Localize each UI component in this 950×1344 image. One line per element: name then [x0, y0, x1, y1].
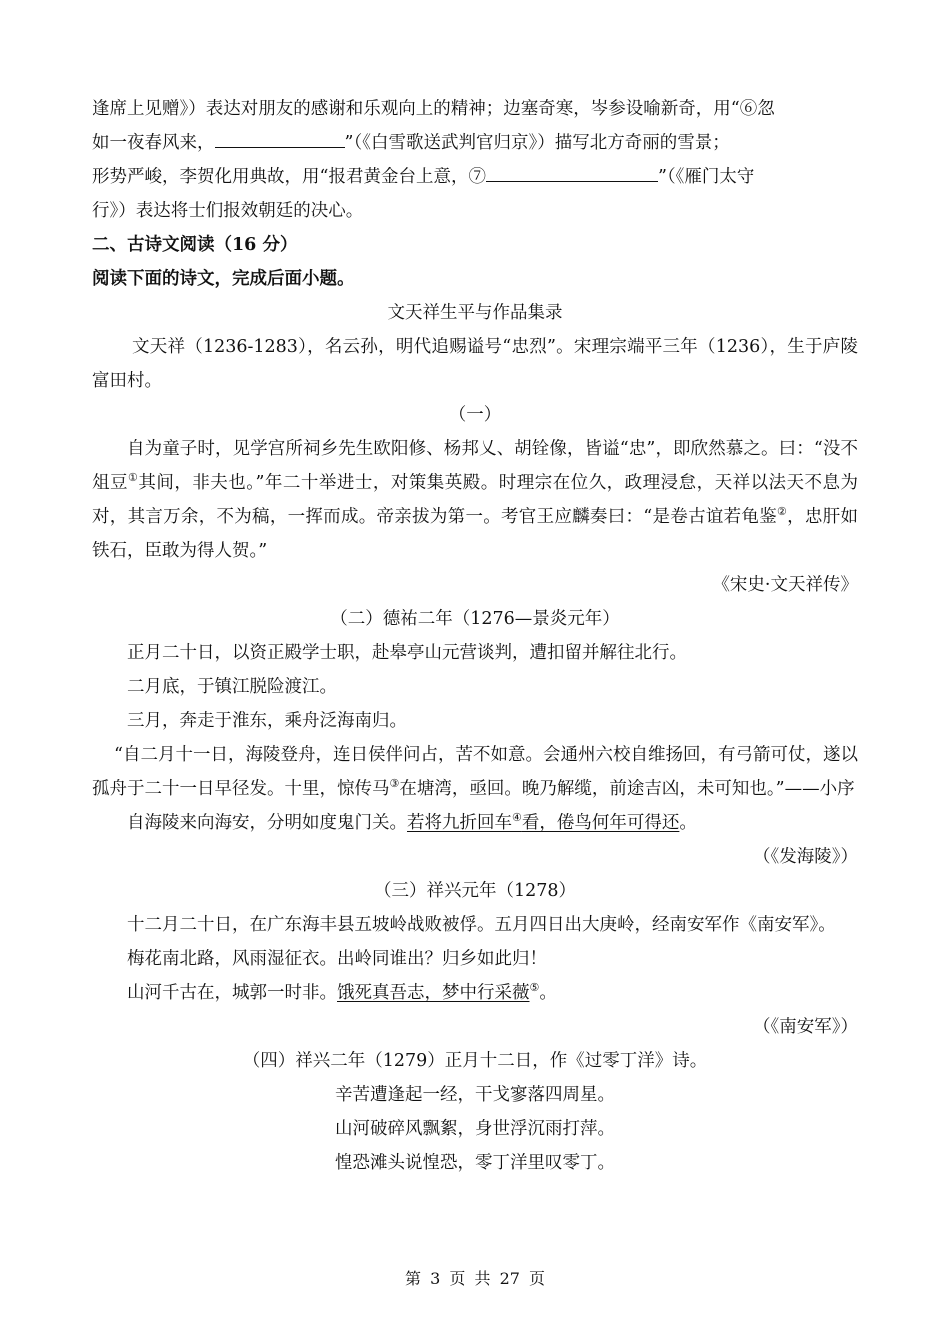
intro-line: 行》）表达将士们报效朝廷的决心。	[92, 201, 364, 221]
part3-paragraph: 十二月二十日，在广东海丰县五坡岭战败被俘。五月四日出大庚岭，经南安军作《南安军》。	[127, 915, 836, 935]
page-footer: 第 3 页 共 27 页	[404, 1269, 546, 1288]
part2-source: （《发海陵》）	[753, 847, 858, 867]
part2-line: 三月，奔走于淮东，乘舟泛海南归。	[127, 711, 407, 731]
part2-line: 二月底，于镇江脱险渡江。	[127, 677, 337, 697]
part1-paragraph: 自为童子时，见学宫所祠乡先生欧阳修、杨邦乂、胡铨像，皆谥“忠”，即欣然慕之。曰：“没不俎豆①其间，非夫也。”年二十举进士，对策集英殿。时理宗在位久，政理浸怠，天祥以法天不息为对，其言万余，不为稿，一挥而成。帝亲拔为第一。考官王应麟奏曰：“是卷古谊若龟鉴②，忠肝如铁石，臣敢为得人贺。”	[92, 439, 858, 561]
footnote-marker: ④	[512, 811, 522, 825]
part3-poem-line: 梅花南北路，风雨湿征衣。出岭同谁出？归乡如此归！	[127, 949, 547, 969]
part2-preface: “自二月十一日，海陵登舟，连日侯伴问占，苦不如意。会通州六校自维扬回，有弓箭可仗，遂以孤舟于二十一日早径发。十里，惊传马③在塘湾，亟回。晚乃解缆，前途吉凶，未可知也。”——小序	[92, 745, 858, 799]
part3-label: （三）祥兴元年（1278）	[373, 881, 577, 901]
section-heading: 二、古诗文阅读（16 分）	[92, 235, 298, 255]
intro-line: 如一夜春风来， ”（《白雪歌送武判官归京》）描写北方奇丽的雪景；	[92, 126, 858, 160]
page-content	[92, 92, 858, 1180]
fill-blank-6[interactable]	[215, 127, 345, 148]
underlined-verse: 若将九折回车④看，倦鸟何年可得还	[407, 811, 680, 833]
part3-source: （《南安军》）	[753, 1017, 858, 1037]
part1-label: （一）	[448, 405, 502, 425]
footnote-marker: ①	[127, 471, 139, 485]
footnote-marker: ②	[776, 505, 788, 519]
part4-poem-line: 辛苦遭逢起一经，干戈寥落四周星。	[335, 1085, 615, 1105]
part1-source: 《宋史·文天祥传》	[712, 575, 858, 595]
part2-label: （二）德祐二年（1276—景炎元年）	[330, 609, 620, 629]
article-intro: 文天祥（1236-1283），名云孙，明代追赐谥号“忠烈”。宋理宗端平三年（1236），生于庐陵富田村。	[92, 337, 858, 391]
current-page-number: 3	[430, 1269, 441, 1288]
underlined-verse: 饿死真吾志，梦中行采薇	[337, 983, 530, 1003]
article-title: 文天祥生平与作品集录	[387, 303, 563, 323]
part2-poem: 自海陵来向海安，分明如度鬼门关。若将九折回车④看，倦鸟何年可得还。	[127, 811, 697, 833]
total-page-count: 27	[499, 1269, 520, 1288]
footnote-marker: ⑤	[529, 981, 540, 995]
part2-line: 正月二十日，以资正殿学士职，赴皋亭山元营谈判，遭扣留并解往北行。	[127, 643, 687, 663]
part4-poem-line: 山河破碎风飘絮，身世浮沉雨打萍。	[335, 1119, 615, 1139]
part4-poem-line: 惶恐滩头说惶恐，零丁洋里叹零丁。	[335, 1153, 615, 1173]
intro-line: 逢席上见赠》）表达对朋友的感谢和乐观向上的精神；边塞奇寒，岑参设喻新奇，用“⑥忽	[92, 99, 775, 119]
part4-label: （四）祥兴二年（1279）正月十二日，作《过零丁洋》诗。	[242, 1051, 708, 1071]
part3-poem-line: 山河千古在，城郭一时非。饿死真吾志，梦中行采薇⑤。	[127, 981, 557, 1003]
intro-line: 形势严峻，李贺化用典故，用“报君黄金台上意，⑦ ”（《雁门太守	[92, 160, 858, 194]
section-instruction: 阅读下面的诗文，完成后面小题。	[92, 269, 355, 289]
footnote-marker: ③	[389, 777, 400, 791]
fill-blank-7[interactable]	[486, 161, 658, 182]
